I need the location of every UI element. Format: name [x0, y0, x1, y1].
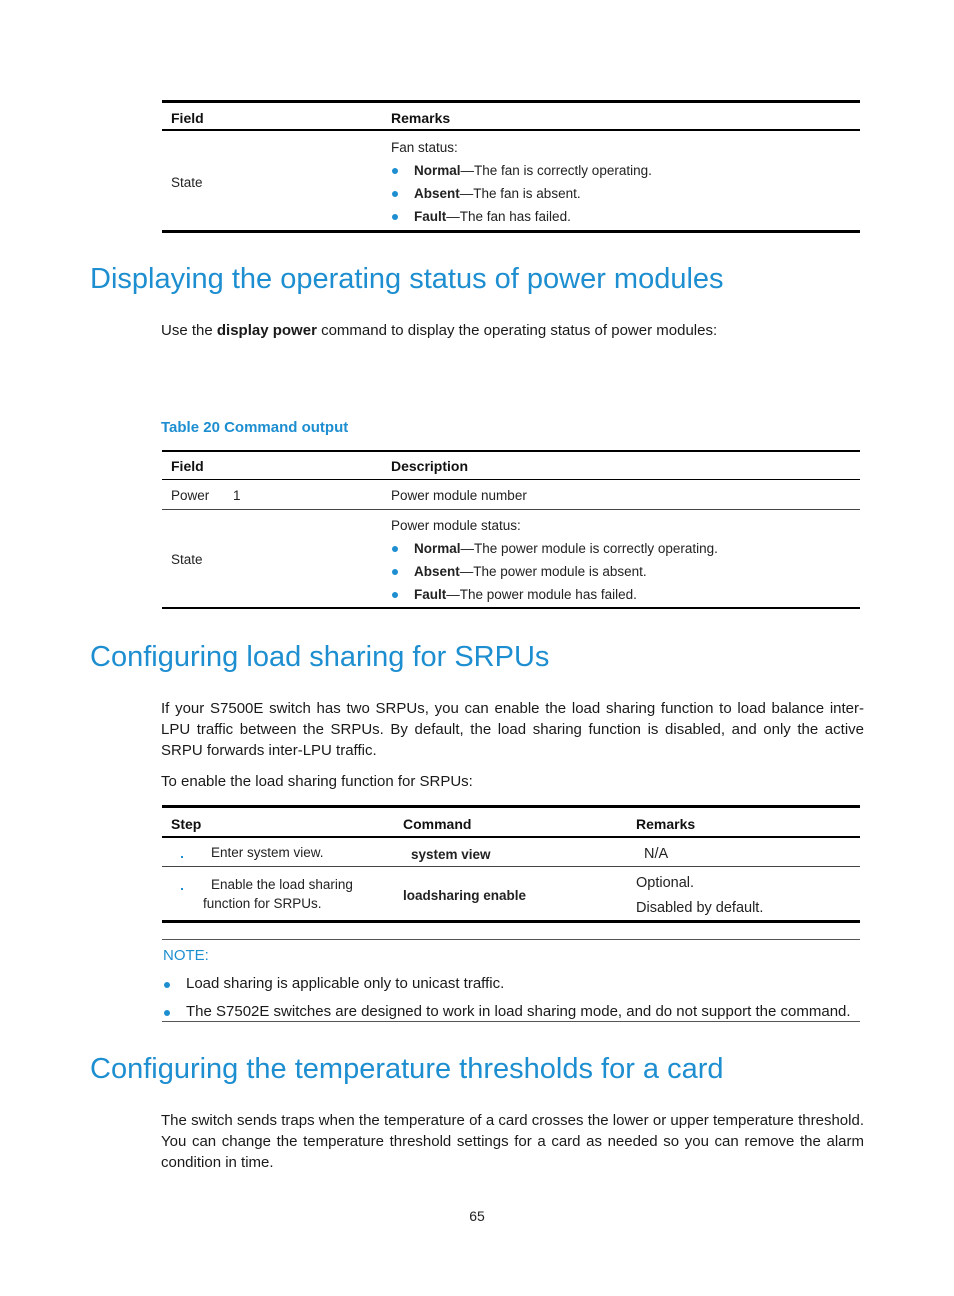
list-item: Fault—The fan has failed. [414, 209, 571, 224]
list-item: Normal—The power module is correctly operating. [414, 541, 718, 556]
note-label: NOTE: [163, 947, 209, 964]
command-text: loadsharing enable [403, 888, 527, 903]
bullet-icon [392, 569, 398, 575]
section-heading: Configuring load sharing for SRPUs [90, 641, 550, 673]
section-heading: Displaying the operating status of power modules [90, 263, 724, 295]
table-caption: Table 20 Command output [161, 419, 349, 436]
row-field-number: 1 [233, 488, 241, 503]
note-bottom-rule [162, 1021, 860, 1022]
row-divider [162, 509, 860, 510]
bullet-icon [392, 168, 398, 174]
row-description: Power module number [391, 488, 527, 503]
header-command: Command [403, 816, 472, 832]
state-field: State [171, 552, 203, 567]
header-step: Step [171, 816, 202, 832]
remarks-text-cont: Disabled by default. [636, 900, 764, 916]
row-divider [162, 866, 860, 867]
fan-status-title: Fan status: [391, 140, 458, 155]
list-item: Absent—The fan is absent. [414, 186, 581, 201]
step-number-marker [181, 856, 183, 858]
table-top-rule [162, 805, 860, 808]
step-text: Enter system view. [211, 845, 324, 860]
table-bottom-rule [162, 607, 860, 609]
header-rule [162, 836, 860, 838]
power-status-title: Power module status: [391, 518, 521, 533]
bullet-icon [392, 592, 398, 598]
step-number-marker [181, 888, 183, 890]
bullet-icon [392, 191, 398, 197]
note-top-rule [162, 939, 860, 940]
remarks-text: Optional. [636, 875, 695, 891]
table-top-rule [162, 100, 860, 103]
body-paragraph: To enable the load sharing function for SRPUs: [161, 773, 473, 790]
table-bottom-rule [162, 920, 860, 923]
header-rule [162, 479, 860, 480]
header-field: Field [171, 458, 204, 474]
command-text: system view [411, 847, 491, 862]
command-name: display power [216, 322, 317, 339]
intro-paragraph: Use the display power command to display the operating status of power modules: [161, 322, 718, 339]
step-text-cont: function for SRPUs. [203, 896, 322, 911]
table-bottom-rule [162, 230, 860, 233]
state-field: State [171, 175, 203, 190]
list-item: Absent—The power module is absent. [414, 564, 647, 579]
body-paragraph: If your S7500E switch has two SRPUs, you can enable the load sharing function to load balance inter-LPU traffic between the SRPUs. By default, the load sharing function is disabled, and only the active SRPU forwards inter-LPU traffic. [161, 700, 864, 759]
list-item: Normal—The fan is correctly operating. [414, 163, 652, 178]
bullet-icon [164, 1010, 170, 1016]
header-remarks: Remarks [636, 816, 696, 832]
bullet-icon [164, 982, 170, 988]
table-top-rule [162, 450, 860, 452]
step-text: Enable the load sharing [211, 877, 353, 892]
bullet-icon [392, 546, 398, 552]
bullet-icon [392, 214, 398, 220]
header-rule [162, 129, 860, 131]
header-remarks: Remarks [391, 110, 451, 126]
list-item: Load sharing is applicable only to unicast traffic. [186, 975, 505, 992]
section-heading: Configuring the temperature thresholds for a card [90, 1053, 724, 1085]
list-item: Fault—The power module has failed. [414, 587, 637, 602]
list-item: The S7502E switches are designed to work in load sharing mode, and do not support the command. [186, 1003, 851, 1020]
body-paragraph: The switch sends traps when the temperature of a card crosses the lower or upper temperature threshold. You can change the temperature threshold settings for a card as needed so you can remove the alarm condition in time. [161, 1112, 864, 1171]
remarks-text: N/A [644, 846, 669, 862]
header-description: Description [391, 458, 469, 474]
header-field: Field [171, 110, 204, 126]
row-field-power: Power [171, 488, 210, 503]
page-number: 65 [469, 1208, 485, 1224]
